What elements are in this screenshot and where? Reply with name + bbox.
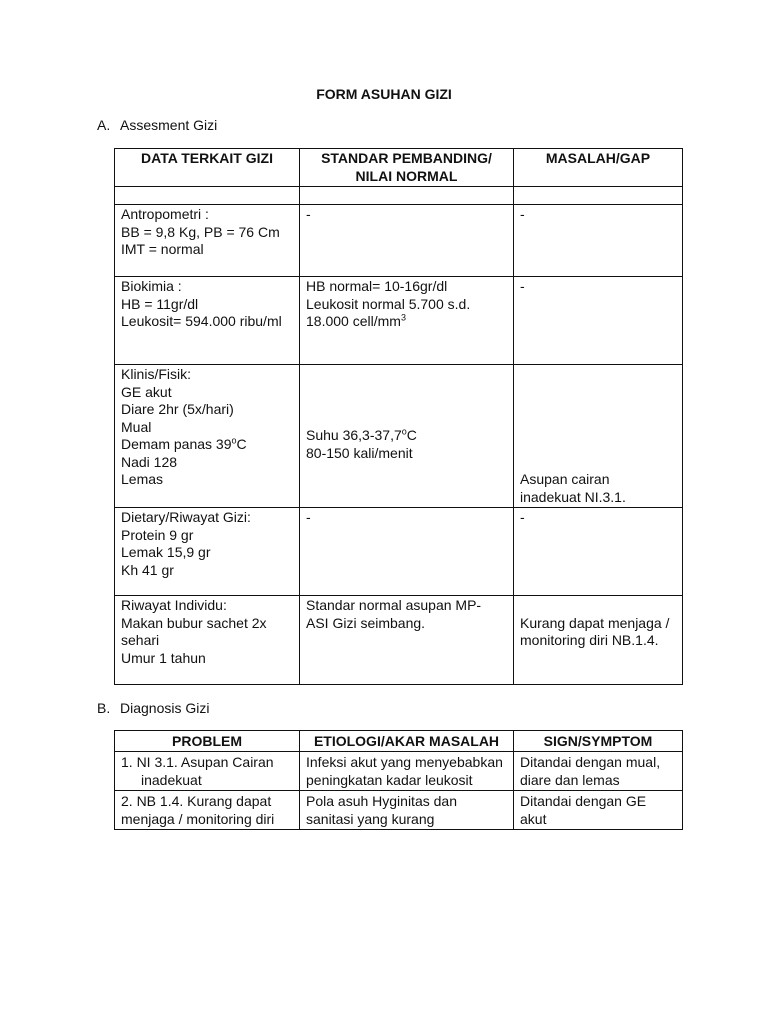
superscript: o — [401, 426, 407, 437]
klinis-standar-pre: Suhu 36,3-37,7 — [306, 427, 402, 443]
dietary-masalah-cell: - — [514, 508, 683, 596]
sign-1-cell: Ditandai dengan mual, diare dan lemas — [514, 752, 683, 791]
problem-1-line1: 1. NI 3.1. Asupan Cairan — [121, 754, 274, 770]
etiologi-1-cell: Infeksi akut yang menyebabkan peningkatan kadar leukosit — [300, 752, 514, 791]
diagnosis-table — [114, 730, 683, 830]
table-row — [115, 791, 683, 830]
section-a-number: A. — [97, 117, 111, 133]
assessment-header-row — [115, 149, 683, 187]
riwayat-standar-cell: Standar normal asupan MP- ASI Gizi seimbang. — [300, 596, 514, 685]
table-row — [115, 752, 683, 791]
superscript: 3 — [400, 312, 406, 323]
biokimia-standar-text: HB normal= 10-16gr/dl Leukosit normal 5.700 s.d. 18.000 cell/mm — [306, 278, 471, 329]
klinis-standar-cell — [300, 365, 514, 508]
empty-cell — [115, 187, 300, 205]
dietary-cell: Dietary/Riwayat Gizi: Protein 9 gr Lemak 15,9 gr Kh 41 gr — [115, 508, 300, 596]
etiologi-2-cell: Pola asuh Hyginitas dan sanitasi yang kurang — [300, 791, 514, 830]
section-a-label: Assesment Gizi — [120, 117, 218, 133]
section-a-heading — [97, 117, 217, 133]
table-row — [115, 508, 683, 596]
problem-1-line2: inadekuat — [141, 772, 202, 788]
assessment-empty-row — [115, 187, 683, 205]
section-b-label: Diagnosis Gizi — [120, 700, 210, 716]
problem-2-cell: 2. NB 1.4. Kurang dapat menjaga / monitoring diri — [115, 791, 300, 830]
header-data-terkait: DATA TERKAIT GIZI — [115, 149, 300, 187]
antropometri-masalah-cell: - — [514, 205, 683, 277]
empty-cell — [300, 187, 514, 205]
superscript: o — [231, 435, 237, 446]
sign-2-cell: Ditandai dengan GE akut — [514, 791, 683, 830]
empty-cell — [514, 187, 683, 205]
antropometri-cell: Antropometri : BB = 9,8 Kg, PB = 76 Cm IMT = normal — [115, 205, 300, 277]
header-etiologi: ETIOLOGI/AKAR MASALAH — [300, 731, 514, 752]
section-b-heading — [97, 700, 209, 716]
riwayat-individu-cell: Riwayat Individu: Makan bubur sachet 2x sehari Umur 1 tahun — [115, 596, 300, 685]
header-sign: SIGN/SYMPTOM — [514, 731, 683, 752]
problem-1-cell — [115, 752, 300, 791]
antropometri-standar-cell: - — [300, 205, 514, 277]
header-masalah: MASALAH/GAP — [514, 149, 683, 187]
assessment-table — [114, 148, 683, 685]
table-row — [115, 596, 683, 685]
klinis-cell — [115, 365, 300, 508]
diagnosis-header-row — [115, 731, 683, 752]
form-title: FORM ASUHAN GIZI — [316, 86, 452, 102]
table-row — [115, 277, 683, 365]
biokimia-standar-cell — [300, 277, 514, 365]
header-problem: PROBLEM — [115, 731, 300, 752]
section-b-number: B. — [97, 700, 111, 716]
biokimia-masalah-cell: - — [514, 277, 683, 365]
klinis-standar-post: C 80-150 kali/menit — [306, 427, 417, 461]
klinis-text-pre: Klinis/Fisik: GE akut Diare 2hr (5x/hari) Mual Demam panas 39 — [121, 366, 234, 452]
table-row — [115, 205, 683, 277]
klinis-masalah-cell: Asupan cairan inadekuat NI.3.1. — [514, 365, 683, 508]
table-row — [115, 365, 683, 508]
header-standar: STANDAR PEMBANDING/ NILAI NORMAL — [300, 149, 514, 187]
dietary-standar-cell: - — [300, 508, 514, 596]
biokimia-cell: Biokimia : HB = 11gr/dl Leukosit= 594.000 ribu/ml — [115, 277, 300, 365]
klinis-text-post: C Nadi 128 Lemas — [121, 436, 247, 487]
riwayat-masalah-cell: Kurang dapat menjaga / monitoring diri NB.1.4. — [514, 596, 683, 685]
